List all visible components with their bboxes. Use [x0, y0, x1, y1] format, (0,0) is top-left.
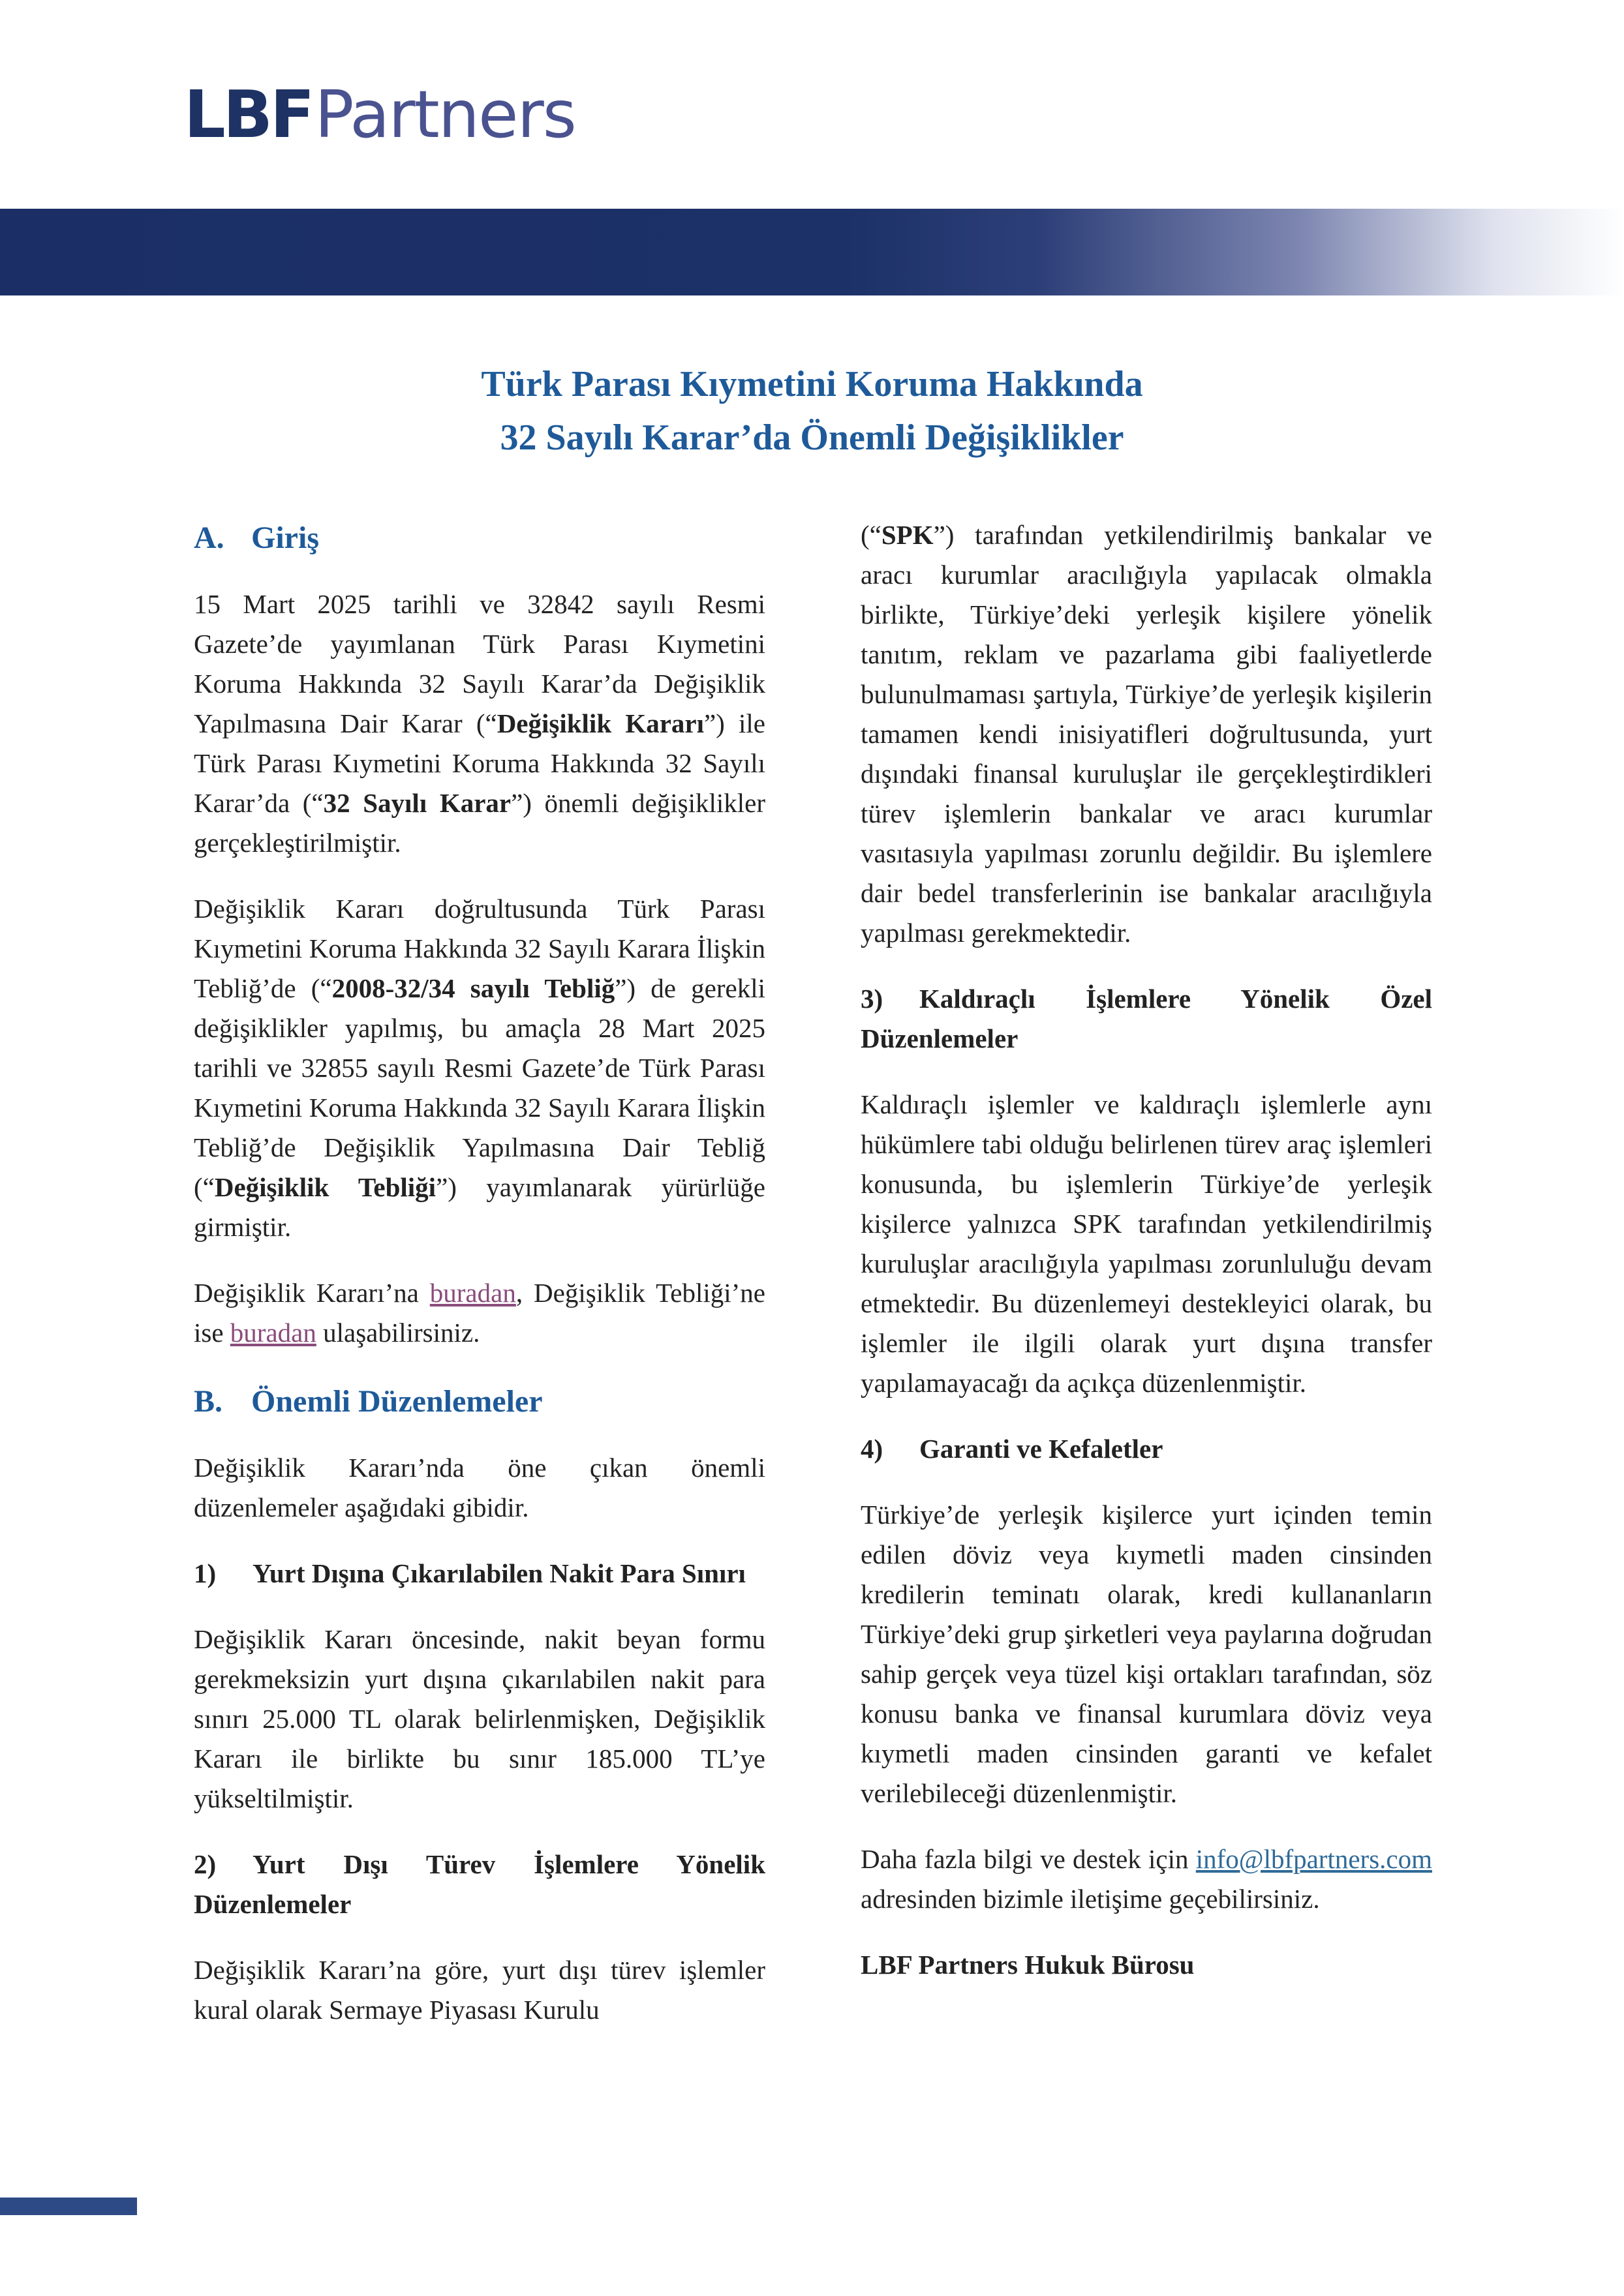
logo-light-text: Partners — [314, 76, 575, 153]
defined-term: SPK — [881, 520, 934, 550]
text-run: ”) yayımlanarak yürürlüğe girmiştir. — [194, 1172, 765, 1242]
subsection-1-heading — [194, 1554, 765, 1594]
subsection-2-text-start: Değişiklik Kararı’na göre, yurt dışı türev işlemler kural olarak Sermaye Piyasası Kurulu — [194, 1955, 765, 2025]
section-a-title: Giriş — [251, 521, 319, 555]
subsection-number: 3) — [861, 984, 883, 1014]
decision-link[interactable]: buradan — [429, 1278, 516, 1308]
text-run: , Değişiklik Tebliği’ne ise — [194, 1278, 765, 1348]
subsection-2-text-continued — [861, 515, 1432, 953]
defined-term: 2008-32/34 sayılı Tebliğ — [331, 973, 615, 1003]
title-line-1: Türk Parası Kıymetini Koruma Hakkında — [481, 364, 1143, 404]
text-run: ”) de gerekli değişiklikler yapılmış, bu amaçla 28 Mart 2025 tarihli ve 32855 sayılı Resmi Gazete’de Türk Parası Kıymetini Koruma Hakkında 32 Sayılı Karara İlişkin Tebliğ’de Değişiklik Yapılmasına Dair Tebliğ (“ — [194, 973, 765, 1202]
section-b-heading — [194, 1379, 765, 1425]
subsection-3-text: Kaldıraçlı işlemler ve kaldıraçlı işlemlerle aynı hükümlere tabi olduğu belirlenen türev araç işlemleri konusunda, bu işlemlerin Türkiye’de yerleşik kişilerce yalnızca SPK tarafından yetkilendirilmiş kuruluşlar aracılığıyla yapılması zorunluluğu devam etmektedir. Bu düzenlemeyi destekleyici olarak, bu işlemler ile ilgili olarak yurt dışına transfer yapılamayacağı da açıkça düzenlenmiştir. — [861, 1089, 1432, 1398]
company-logo — [184, 78, 575, 151]
text-run: (“ — [861, 520, 881, 550]
defined-term: 32 Sayılı Karar — [323, 788, 512, 818]
left-column — [194, 515, 765, 2056]
section-b-intro: Değişiklik Kararı’nda öne çıkan önemli düzenlemeler aşağıdaki gibidir. — [194, 1453, 765, 1522]
subsection-number: 4) — [861, 1434, 883, 1464]
contact-paragraph — [861, 1839, 1432, 1919]
right-column — [861, 515, 1432, 1985]
intro-paragraph-1 — [194, 584, 765, 863]
header-banner — [0, 209, 1624, 295]
subsection-4-heading — [861, 1429, 1432, 1469]
intro-paragraph-3 — [194, 1273, 765, 1353]
email-link[interactable]: info@lbfpartners.com — [1195, 1844, 1432, 1874]
subsection-2-heading — [194, 1845, 765, 1924]
text-run: ”) ile Türk Parası Kıymetini Koruma Hakkında 32 Sayılı Karar’da (“ — [194, 708, 765, 818]
subsection-title: Yurt Dışı Türev İşlemlere Yönelik Düzenlemeler — [194, 1849, 765, 1919]
subsection-3-heading — [861, 979, 1432, 1059]
section-a-number: A. — [194, 521, 224, 555]
subsection-title: Kaldıraçlı İşlemlere Yönelik Özel Düzenlemeler — [861, 984, 1432, 1053]
subsection-4-text: Türkiye’de yerleşik kişilerce yurt içinden temin edilen döviz veya kıymetli maden cinsinden kredilerin teminatı olarak, kredi kullananların Türkiye’deki grup şirketleri veya paylarına doğrudan sahip gerçek veya tüzel kişi ortakları tarafından, söz konusu banka ve finansal kurumlara döviz veya kıymetli maden cinsinden garanti ve kefalet verilebileceği düzenlenmiştir. — [861, 1500, 1432, 1808]
text-run: Değişiklik Kararı doğrultusunda Türk Parası Kıymetini Koruma Hakkında 32 Sayılı Karara İlişkin Tebliğ’de (“ — [194, 894, 765, 1003]
text-run: ”) önemli değişiklikler gerçekleştirilmiştir. — [194, 788, 765, 858]
text-run: Daha fazla bilgi ve destek için — [861, 1844, 1196, 1874]
communique-link[interactable]: buradan — [230, 1318, 316, 1348]
section-b-title: Önemli Düzenlemeler — [251, 1384, 543, 1419]
firm-signature: LBF Partners Hukuk Bürosu — [861, 1950, 1195, 1980]
text-run: Değişiklik Kararı’na — [194, 1278, 430, 1308]
title-line-2: 32 Sayılı Karar’da Önemli Değişiklikler — [500, 417, 1124, 458]
subsection-number: 2) — [194, 1849, 217, 1879]
section-a-heading — [194, 515, 765, 561]
section-b-number: B. — [194, 1384, 223, 1419]
text-run: ”) tarafından yetkilendirilmiş bankalar ve aracı kurumlar aracılığıyla yapılacak olmakla birlikte, Türkiye’deki yerleşik kişilere yönelik tanıtım, reklam ve pazarlama gibi faaliyetlerde bulunulmaması şartıyla, Türkiye’de yerleşik kişilerin tamamen kendi inisiyatifleri doğrultusunda, yurt dışındaki finansal kuruluşlar ile gerçekleştirdikleri türev işlemlerin bankalar ve aracı kurumlar vasıtasıyla yapılması zorunlu değildir. Bu işlemlere dair bedel transferlerinin ise bankalar aracılığıyla yapılması gerekmektedir. — [861, 520, 1432, 948]
subsection-number: 1) — [194, 1558, 217, 1588]
document-title — [0, 357, 1624, 464]
footer-accent-bar — [0, 2198, 137, 2215]
defined-term: Değişiklik Kararı — [497, 708, 704, 738]
subsection-1-text: Değişiklik Kararı öncesinde, nakit beyan formu gerekmeksizin yurt dışına çıkarılabilen nakit para sınırı 25.000 TL olarak belirlenmişken, Değişiklik Kararı ile birlikte bu sınır 185.000 TL’ye yükseltilmiştir. — [194, 1624, 765, 1813]
subsection-title: Garanti ve Kefaletler — [919, 1434, 1163, 1464]
text-run: adresinden bizimle iletişime geçebilirsiniz. — [861, 1884, 1320, 1914]
subsection-title: Yurt Dışına Çıkarılabilen Nakit Para Sınırı — [253, 1558, 746, 1588]
intro-paragraph-2 — [194, 889, 765, 1247]
text-run: ulaşabilirsiniz. — [316, 1318, 480, 1348]
defined-term: Değişiklik Tebliği — [214, 1172, 437, 1202]
text-run: 15 Mart 2025 tarihli ve 32842 sayılı Resmi Gazete’de yayımlanan Türk Parası Kıymetini Koruma Hakkında 32 Sayılı Karar’da Değişiklik Yapılmasına Dair Karar (“ — [194, 589, 765, 738]
logo-bold-text: LBF — [184, 76, 313, 153]
